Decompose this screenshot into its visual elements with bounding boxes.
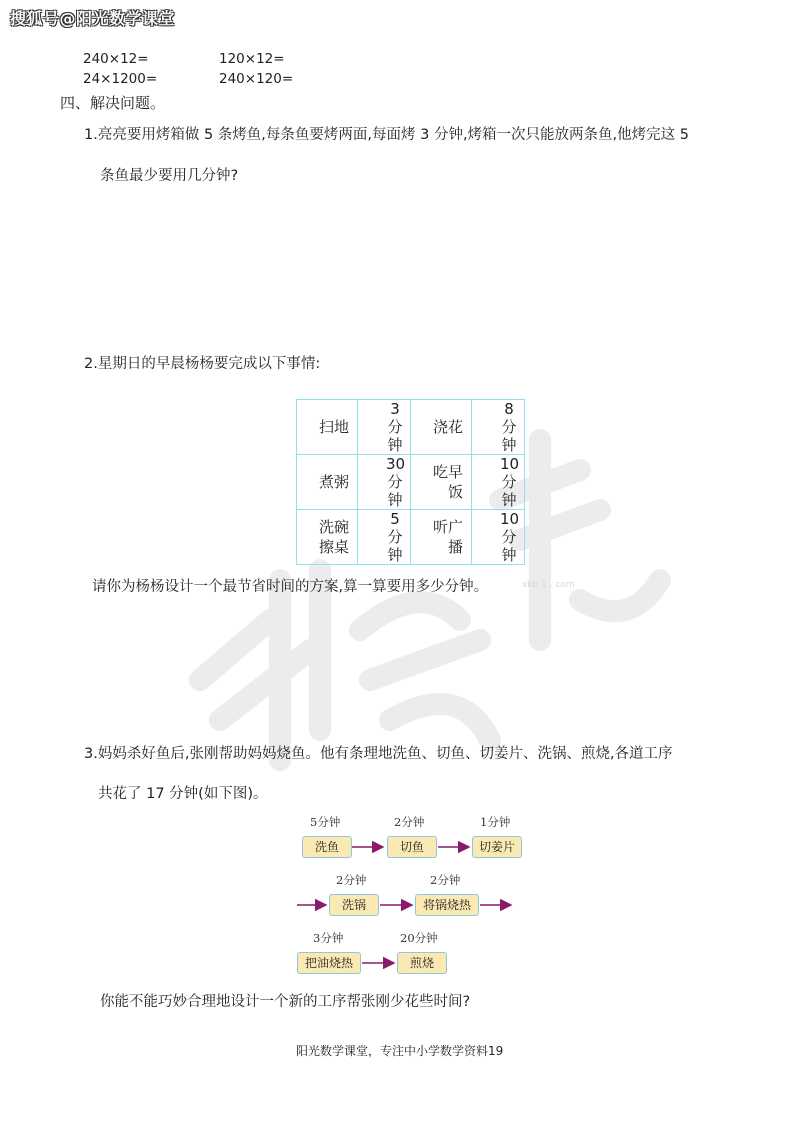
step-time: 20分钟 [400, 931, 438, 945]
step-time: 1分钟 [480, 815, 511, 829]
task-name: 洗碗 擦桌 [297, 510, 358, 565]
q3-question: 你能不能巧妙合理地设计一个新的工序帮张刚少花些时间? [100, 994, 471, 1010]
page-footer: 阳光数学课堂，专注中小学数学资料19 [296, 1044, 504, 1058]
faint-site-mark: xkb 1 . com [522, 580, 575, 590]
task-name: 吃早 饭 [411, 455, 472, 510]
step-box: 将锅烧热 [415, 894, 479, 916]
task-duration: 30 分 钟 [358, 455, 411, 510]
step-time: 2分钟 [394, 815, 425, 829]
step-box: 切鱼 [387, 836, 437, 858]
step-time: 3分钟 [313, 931, 344, 945]
q1-line2: 条鱼最少要用几分钟? [100, 168, 239, 184]
step-box: 把油烧热 [297, 952, 361, 974]
calc-row1-left: 240×12= [83, 51, 149, 67]
task-duration: 10 分 钟 [472, 510, 525, 565]
step-time: 2分钟 [336, 873, 367, 887]
step-time: 5分钟 [310, 815, 341, 829]
q2-intro: 2.星期日的早晨杨杨要完成以下事情: [84, 356, 321, 372]
q3-line1: 3.妈妈杀好鱼后,张刚帮助妈妈烧鱼。他有条理地洗鱼、切鱼、切姜片、洗锅、煎烧,各道工序 [84, 746, 673, 762]
step-box: 切姜片 [472, 836, 522, 858]
step-box: 洗锅 [329, 894, 379, 916]
step-box: 洗鱼 [302, 836, 352, 858]
task-name: 煮粥 [297, 455, 358, 510]
q2-question: 请你为杨杨设计一个最节省时间的方案,算一算要用多少分钟。 [92, 579, 489, 595]
task-name: 扫地 [297, 400, 358, 455]
task-duration: 3 分 钟 [358, 400, 411, 455]
task-duration: 8 分 钟 [472, 400, 525, 455]
step-time: 2分钟 [430, 873, 461, 887]
q1-line1: 1.亮亮要用烤箱做 5 条烤鱼,每条鱼要烤两面,每面烤 3 分钟,烤箱一次只能放两条鱼,他烤完这 5 [84, 127, 689, 143]
task-name: 听广 播 [411, 510, 472, 565]
q3-line2: 共花了 17 分钟(如下图)。 [98, 786, 268, 802]
calc-row2-right: 240×120= [219, 71, 294, 87]
calc-row1-right: 120×12= [219, 51, 285, 67]
section-title: 四、解决问题。 [60, 94, 166, 112]
task-duration: 10 分 钟 [472, 455, 525, 510]
step-box: 煎烧 [397, 952, 447, 974]
header-watermark: 搜狐号@阳光数学课堂 [10, 9, 176, 28]
task-duration: 5 分 钟 [358, 510, 411, 565]
calc-row2-left: 24×1200= [83, 71, 158, 87]
task-name: 浇花 [411, 400, 472, 455]
